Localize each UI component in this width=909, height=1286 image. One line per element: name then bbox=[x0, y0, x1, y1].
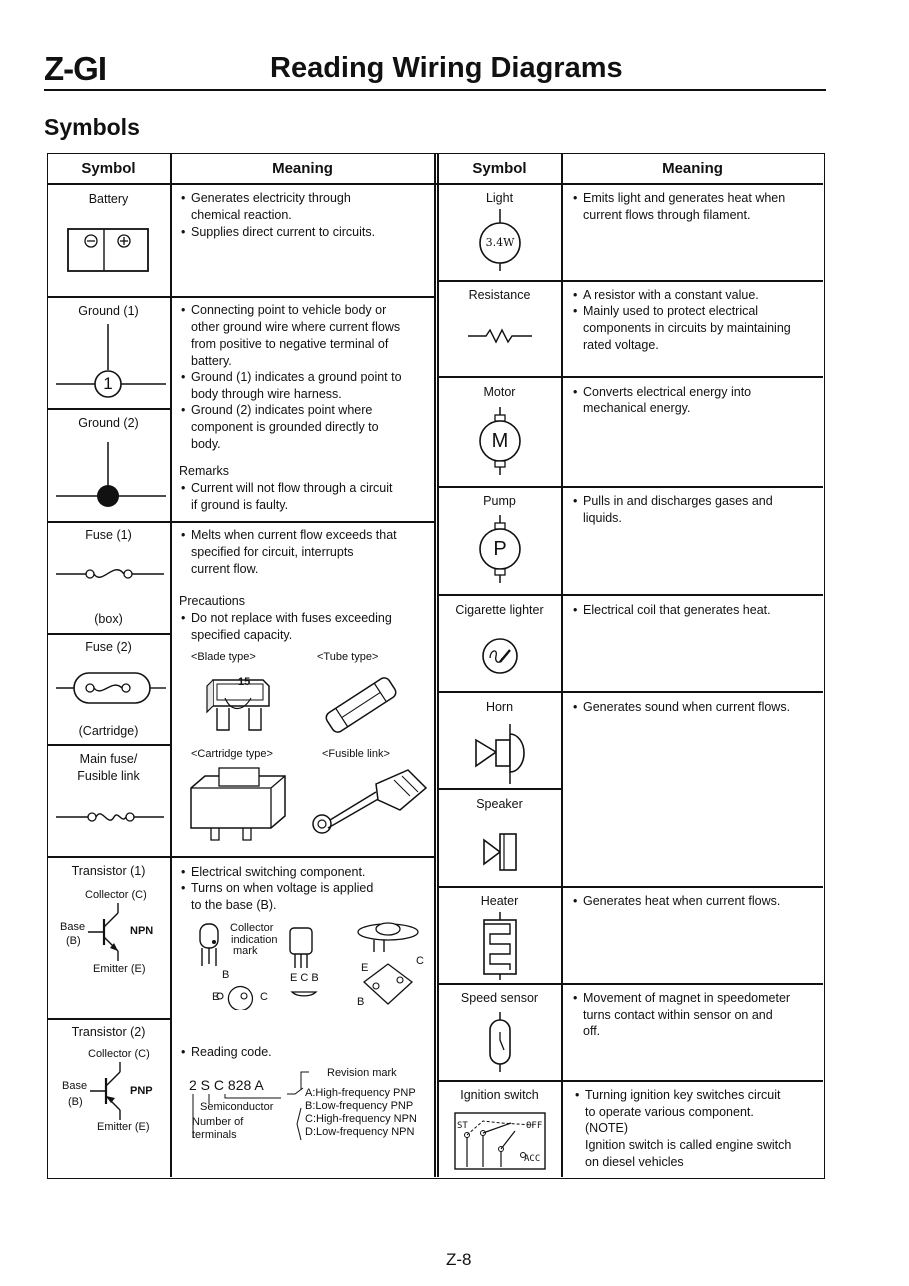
speed-sensor-meaning-1: • Movement of magnet in speedometer bbox=[583, 990, 790, 1007]
main-fuse-label-1: Main fuse/ bbox=[79, 752, 138, 766]
transistor1-type: NPN bbox=[130, 925, 154, 937]
transistor2-emitter: Emitter (E) bbox=[97, 1121, 150, 1133]
reading-code-example: 2 S C 828 A bbox=[189, 1077, 264, 1093]
pnp-transistor-icon bbox=[88, 1060, 132, 1122]
transistor-meaning-3: to the base (B). bbox=[191, 898, 277, 912]
motor-meaning-1: • Converts electrical energy into bbox=[583, 384, 751, 401]
fuse-meaning-1: • Melts when current flow exceeds that bbox=[191, 527, 397, 544]
light-rating: 3.4W bbox=[485, 236, 515, 249]
resistance-meaning-2: • Mainly used to protect electrical bbox=[583, 303, 758, 320]
ignition-note-title: (NOTE) bbox=[585, 1121, 629, 1135]
row-divider bbox=[437, 280, 823, 282]
reading-code-intro: • Reading code. bbox=[191, 1044, 272, 1061]
header-rule bbox=[44, 89, 826, 91]
ground-remarks-2: if ground is faulty. bbox=[191, 498, 289, 512]
fuse-precautions-1: • Do not replace with fuses exceeding bbox=[191, 610, 392, 627]
resistance-meaning-3: components in circuits by maintaining bbox=[583, 321, 791, 335]
row-divider bbox=[437, 376, 823, 378]
ignition-acc-label: ACC bbox=[524, 1154, 541, 1164]
row-divider bbox=[437, 788, 562, 790]
row-divider bbox=[47, 521, 435, 523]
cartridge-fuse-icon bbox=[187, 766, 291, 842]
speaker-label: Speaker bbox=[476, 797, 523, 811]
reading-code-terminals: terminals bbox=[192, 1129, 237, 1141]
motor-meaning-2: mechanical energy. bbox=[583, 401, 691, 415]
cigarette-lighter-icon bbox=[480, 636, 520, 676]
resistance-label: Resistance bbox=[468, 288, 531, 302]
section-heading: Symbols bbox=[44, 114, 140, 140]
main-fuse-icon bbox=[52, 806, 168, 828]
row-divider bbox=[437, 983, 823, 985]
fusible-link-caption: <Fusible link> bbox=[322, 748, 390, 760]
ignition-st-label: ST bbox=[457, 1121, 468, 1131]
speaker-icon bbox=[480, 832, 522, 872]
pin-b2-label: B bbox=[357, 996, 365, 1008]
transistor1-label: Transistor (1) bbox=[71, 864, 146, 878]
transistor2-label: Transistor (2) bbox=[71, 1025, 146, 1039]
collector-callout: Collector bbox=[230, 922, 274, 934]
indication-callout: indication bbox=[231, 934, 278, 946]
main-fuse-label-2: Fusible link bbox=[77, 769, 140, 783]
reading-code-leaders bbox=[189, 1068, 309, 1144]
fuse-meaning-3: current flow. bbox=[191, 562, 259, 576]
ground-meaning-5: • Ground (1) indicates a ground point to bbox=[191, 369, 402, 386]
ground2-icon bbox=[52, 440, 168, 516]
fuse1-sub: (box) bbox=[94, 612, 123, 626]
ground-remarks-1: • Current will not flow through a circuit bbox=[191, 480, 392, 497]
ignition-switch-label: Ignition switch bbox=[460, 1088, 539, 1102]
ignition-off-label: OFF bbox=[526, 1121, 543, 1131]
row-divider bbox=[47, 633, 170, 635]
pin-b-label: B bbox=[222, 969, 230, 981]
reading-code-d: D:Low-frequency NPN bbox=[305, 1126, 415, 1138]
col-header-meaning: Meaning bbox=[662, 160, 723, 177]
battery-label: Battery bbox=[88, 192, 129, 206]
ignition-meaning-1: • Turning ignition key switches circuit bbox=[585, 1087, 780, 1104]
col-divider bbox=[561, 153, 563, 1177]
tube-fuse-icon bbox=[314, 676, 408, 734]
speed-sensor-label: Speed sensor bbox=[460, 991, 539, 1005]
light-meaning-1: • Emits light and generates heat when bbox=[583, 190, 785, 207]
transistor1-collector: Collector (C) bbox=[85, 889, 147, 901]
fuse-meaning-2: specified for circuit, interrupts bbox=[191, 545, 354, 559]
cigarette-lighter-meaning: • Electrical coil that generates heat. bbox=[583, 602, 771, 619]
pin-c-label: C bbox=[260, 991, 268, 1003]
battery-meaning-2: chemical reaction. bbox=[191, 208, 292, 222]
reading-code-semiconductor: Semiconductor bbox=[200, 1101, 274, 1113]
light-meaning-2: current flows through filament. bbox=[583, 208, 751, 222]
horn-label: Horn bbox=[485, 700, 514, 714]
ground-meaning-9: body. bbox=[191, 437, 221, 451]
speed-sensor-icon bbox=[484, 1010, 516, 1074]
transistor-packages-icon bbox=[188, 918, 428, 1010]
pump-glyph: P bbox=[493, 538, 507, 560]
battery-icon bbox=[66, 227, 150, 275]
pump-meaning-1: • Pulls in and discharges gases and bbox=[583, 493, 773, 510]
pump-label: Pump bbox=[483, 494, 516, 508]
row-divider bbox=[437, 1080, 823, 1082]
heater-meaning: • Generates heat when current flows. bbox=[583, 893, 780, 910]
resistance-meaning-4: rated voltage. bbox=[583, 338, 659, 352]
page-number: Z-8 bbox=[446, 1250, 472, 1269]
fuse2-label: Fuse (2) bbox=[85, 640, 132, 654]
transistor1-base: Base bbox=[60, 921, 86, 933]
row-divider bbox=[47, 1018, 170, 1020]
battery-meaning-1: • Generates electricity through bbox=[191, 190, 351, 207]
row-divider bbox=[437, 886, 823, 888]
ground-meaning-1: • Connecting point to vehicle body or bbox=[191, 302, 386, 319]
speed-sensor-meaning-2: turns contact within sensor on and bbox=[583, 1008, 773, 1022]
transistor2-type: PNP bbox=[130, 1085, 153, 1097]
ground2-label: Ground (2) bbox=[78, 416, 139, 430]
fuse1-label: Fuse (1) bbox=[85, 528, 132, 542]
battery-meaning-3: • Supplies direct current to circuits. bbox=[191, 224, 375, 241]
pin-c2-label: C bbox=[416, 955, 424, 967]
transistor2-collector: Collector (C) bbox=[88, 1048, 150, 1060]
blade-type-caption: <Blade type> bbox=[191, 651, 256, 663]
transistor1-emitter: Emitter (E) bbox=[93, 963, 146, 975]
col-header-symbol: Symbol bbox=[81, 160, 136, 177]
resistor-icon bbox=[466, 328, 534, 344]
pump-meaning-2: liquids. bbox=[583, 511, 622, 525]
npn-transistor-icon bbox=[86, 901, 130, 963]
transistor2-base-b: (B) bbox=[68, 1096, 83, 1108]
col-divider bbox=[434, 153, 436, 1177]
reading-code-c: C:High-frequency NPN bbox=[305, 1113, 417, 1125]
ground-meaning-7: • Ground (2) indicates point where bbox=[191, 402, 372, 419]
transistor1-base-b: (B) bbox=[66, 935, 81, 947]
row-divider bbox=[47, 408, 170, 410]
row-divider bbox=[437, 691, 823, 693]
col-header-meaning: Meaning bbox=[272, 160, 333, 177]
ground-meaning-3: from positive to negative terminal of bbox=[191, 337, 389, 351]
blade-fuse-rating: 15 bbox=[238, 676, 251, 688]
ground-meaning-8: component is grounded directly to bbox=[191, 420, 379, 434]
transistor-meaning-1: • Electrical switching component. bbox=[191, 864, 365, 881]
speed-sensor-meaning-3: off. bbox=[583, 1024, 601, 1038]
page-title: Reading Wiring Diagrams bbox=[270, 52, 623, 84]
row-divider bbox=[437, 486, 823, 488]
ignition-note-1: Ignition switch is called engine switch bbox=[585, 1138, 792, 1152]
header-divider bbox=[47, 183, 823, 185]
fuse2-icon bbox=[52, 670, 168, 706]
tube-type-caption: <Tube type> bbox=[317, 651, 379, 663]
horn-meaning: • Generates sound when current flows. bbox=[583, 699, 790, 716]
ground-remarks-title: Remarks bbox=[179, 464, 230, 478]
heater-label: Heater bbox=[480, 894, 519, 908]
resistance-meaning-1: • A resistor with a constant value. bbox=[583, 287, 759, 304]
horn-icon bbox=[472, 722, 536, 786]
fuse1-icon bbox=[52, 562, 168, 586]
fuse-precautions-2: specified capacity. bbox=[191, 628, 293, 642]
heater-icon bbox=[480, 910, 520, 982]
pin-e2-label: E bbox=[361, 962, 369, 974]
cartridge-type-caption: <Cartridge type> bbox=[191, 748, 273, 760]
reading-code-revision: Revision mark bbox=[327, 1067, 397, 1079]
light-label: Light bbox=[485, 191, 514, 205]
cigarette-lighter-label: Cigarette lighter bbox=[455, 603, 544, 617]
ground-meaning-2: other ground wire where current flows bbox=[191, 320, 401, 334]
row-divider bbox=[47, 744, 170, 746]
motor-label: Motor bbox=[483, 385, 516, 399]
transistor2-base: Base bbox=[62, 1080, 88, 1092]
ground1-glyph: 1 bbox=[103, 374, 113, 393]
fusible-link-icon bbox=[306, 766, 432, 838]
col-divider bbox=[170, 153, 172, 1177]
ground-meaning-4: battery. bbox=[191, 354, 232, 368]
row-divider bbox=[47, 296, 435, 298]
reading-code-b: B:Low-frequency PNP bbox=[305, 1100, 414, 1112]
pin-e-label: E bbox=[212, 991, 220, 1003]
col-divider bbox=[437, 153, 439, 1177]
pin-ecb-label: E C B bbox=[290, 972, 319, 984]
ignition-note-2: on diesel vehicles bbox=[585, 1155, 684, 1169]
fuse-precautions-title: Precautions bbox=[179, 594, 246, 608]
col-header-symbol: Symbol bbox=[472, 160, 527, 177]
mark-callout: mark bbox=[233, 945, 258, 957]
fuse2-sub: (Cartridge) bbox=[78, 724, 139, 738]
section-code: Z-GI bbox=[44, 50, 106, 87]
reading-code-a: A:High-frequency PNP bbox=[305, 1087, 416, 1099]
row-divider bbox=[47, 856, 435, 858]
ground-meaning-6: body through wire harness. bbox=[191, 387, 342, 401]
ignition-meaning-2: to operate various component. bbox=[585, 1105, 754, 1119]
row-divider bbox=[437, 594, 823, 596]
transistor-meaning-2: • Turns on when voltage is applied bbox=[191, 880, 373, 897]
motor-glyph: M bbox=[491, 430, 509, 452]
reading-code-number-of: Number of bbox=[192, 1116, 244, 1128]
ground1-label: Ground (1) bbox=[78, 304, 139, 318]
